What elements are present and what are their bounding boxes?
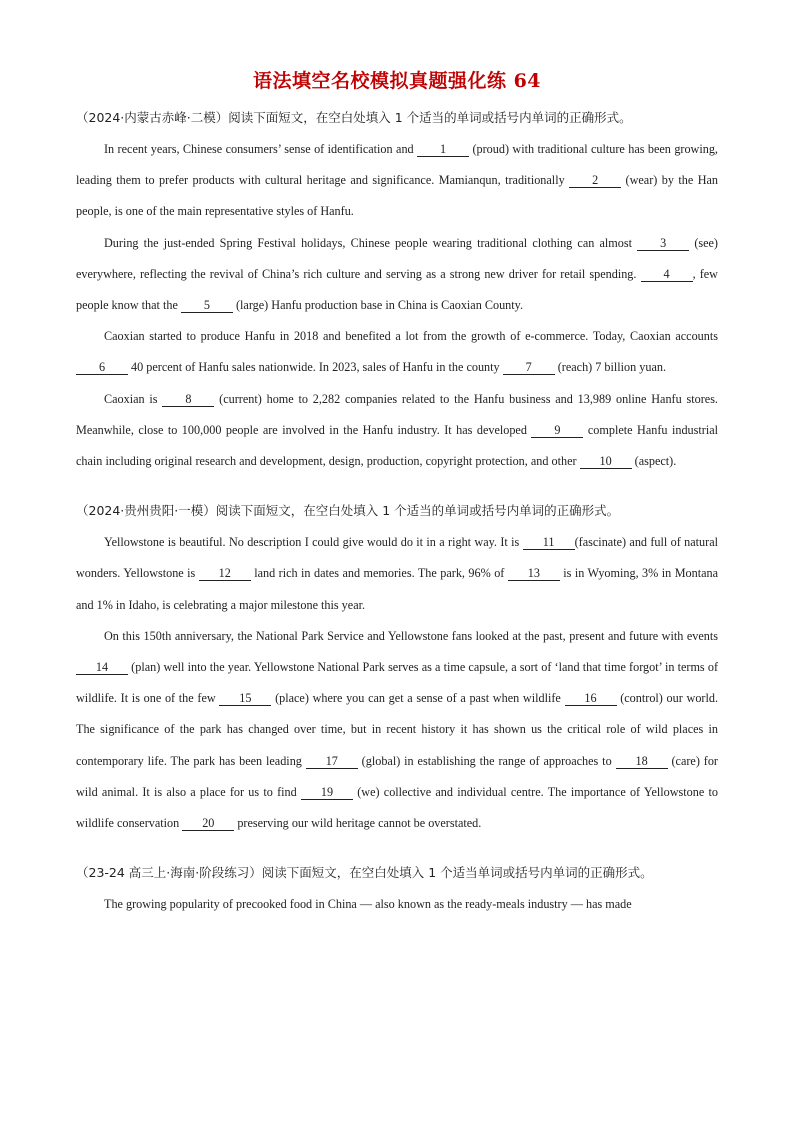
passage-text: , few people know that the — [76, 266, 718, 313]
answer-blank[interactable]: 11 — [523, 535, 575, 550]
section-source: （2024·贵州贵阳·一模）阅读下面短文，在空白处填入 1 个适当的单词或括号内单词的正确形式。 — [76, 503, 620, 519]
section-gap — [76, 839, 718, 863]
section-source: （23-24 高三上·海南·阶段练习）阅读下面短文，在空白处填入 1 个适当单词或括号内单词的正确形式。 — [76, 865, 653, 881]
answer-blank[interactable]: 7 — [503, 360, 555, 375]
passage-text: (see) everywhere, reflecting the revival of China’s rich culture and serving as a strong new driver for retail spending. — [76, 235, 718, 281]
answer-blank[interactable]: 6 — [76, 360, 128, 375]
answer-blank[interactable]: 2 — [569, 173, 621, 188]
passage-text: During the just-ended Spring Festival holidays, Chinese people wearing traditional clothing can almost — [104, 235, 638, 250]
passage-text: Caoxian started to produce Hanfu in 2018 and benefited a lot from the growth of e-commerce. Today, Caoxian accounts — [104, 329, 718, 344]
answer-blank[interactable]: 17 — [306, 754, 358, 769]
answer-blank[interactable]: 14 — [76, 660, 128, 675]
passage-text: preserving our wild heritage cannot be overstated. — [234, 816, 482, 831]
answer-blank[interactable]: 9 — [531, 423, 583, 438]
answer-blank[interactable]: 18 — [616, 754, 668, 769]
section-source: （2024·内蒙古赤峰·二模）阅读下面短文，在空白处填入 1 个适当的单词或括号内单词的正确形式。 — [76, 110, 632, 125]
passage-text: 40 percent of Hanfu sales nationwide. In 2023, sales of Hanfu in the county — [128, 360, 503, 375]
passage-paragraph — [76, 228, 718, 322]
passage-paragraph — [76, 621, 718, 839]
passage-text: land rich in dates and memories. The park, 96% of — [250, 566, 508, 581]
passage-text: (place) where you can get a sense of a past when wildlife — [271, 691, 565, 706]
passage-text: (we) collective and individual centre. The importance of Yellowstone to wildlife conservation — [76, 784, 718, 831]
answer-blank[interactable]: 12 — [199, 566, 251, 581]
passage-text: The growing popularity of precooked food in China — also known as the ready-meals industry — has made — [104, 897, 632, 912]
passage-text: (care) for wild animal. It is also a place for us to find — [76, 753, 718, 799]
passage-text: (control) our world. The significance of the park has changed over time, but in recent history it has shown us the critical role of wild places in contemporary life. The park has been leading — [76, 691, 718, 768]
passage-text: (wear) by the Han people, is one of the main representative styles of Hanfu. — [76, 173, 719, 219]
passage-text: (proud) with traditional culture has been growing, leading them to prefer products with cultural heritage and significance. Mamianqun, traditionally — [76, 142, 718, 188]
passage-text: (plan) well into the year. Yellowstone National Park serves as a time capsule, a sort of ‘land that time forgot’ in terms of wildlife. It is one of the few — [76, 660, 718, 706]
passage-text: Caoxian is — [104, 391, 163, 406]
passage-paragraph — [76, 134, 718, 228]
answer-blank[interactable]: 15 — [219, 691, 271, 706]
answer-blank[interactable]: 8 — [162, 392, 214, 407]
passage-text: (global) in establishing the range of approaches to — [357, 753, 616, 768]
answer-blank[interactable]: 19 — [301, 785, 353, 800]
answer-blank[interactable]: 10 — [580, 454, 632, 469]
passage-paragraph — [76, 321, 718, 383]
passage-text: complete Hanfu industrial chain including original research and development, design, production, copyright protection, and other — [76, 422, 718, 469]
answer-blank[interactable]: 20 — [182, 816, 234, 831]
answer-blank[interactable]: 5 — [181, 298, 233, 313]
passage-paragraph — [76, 527, 718, 621]
passage-paragraph — [76, 889, 718, 920]
answer-blank[interactable]: 3 — [637, 236, 689, 251]
exercise-content — [76, 108, 718, 920]
passage-paragraph — [76, 384, 718, 478]
passage-text: (fascinate) and full of natural wonders. Yellowstone is — [76, 535, 718, 581]
page-title: 语法填空名校模拟真题强化练 64 — [252, 70, 542, 92]
answer-blank[interactable]: 4 — [641, 267, 693, 282]
passage-text: (reach) 7 billion yuan. — [554, 360, 667, 375]
passage-text: Yellowstone is beautiful. No description I could give would do it in a right way. It is — [104, 535, 523, 550]
answer-blank[interactable]: 16 — [565, 691, 617, 706]
section-gap — [76, 477, 718, 501]
passage-text: (current) home to 2,282 companies related to the Hanfu business and 13,989 online Hanfu stores. Meanwhile, close to 100,000 people are involved in the Hanfu industry. It has developed — [76, 391, 718, 437]
passage-text: (aspect). — [631, 454, 677, 469]
answer-blank[interactable]: 1 — [417, 142, 469, 157]
passage-text: (large) Hanfu production base in China is Caoxian County. — [232, 298, 523, 313]
passage-text: On this 150th anniversary, the National Park Service and Yellowstone fans looked at the past, present and future with events — [104, 628, 718, 643]
passage-text: In recent years, Chinese consumers’ sense of identification and — [104, 142, 418, 156]
answer-blank[interactable]: 13 — [508, 566, 560, 581]
passage-text: is in Wyoming, 3% in Montana and 1% in Idaho, is celebrating a major milestone this year. — [76, 566, 719, 612]
